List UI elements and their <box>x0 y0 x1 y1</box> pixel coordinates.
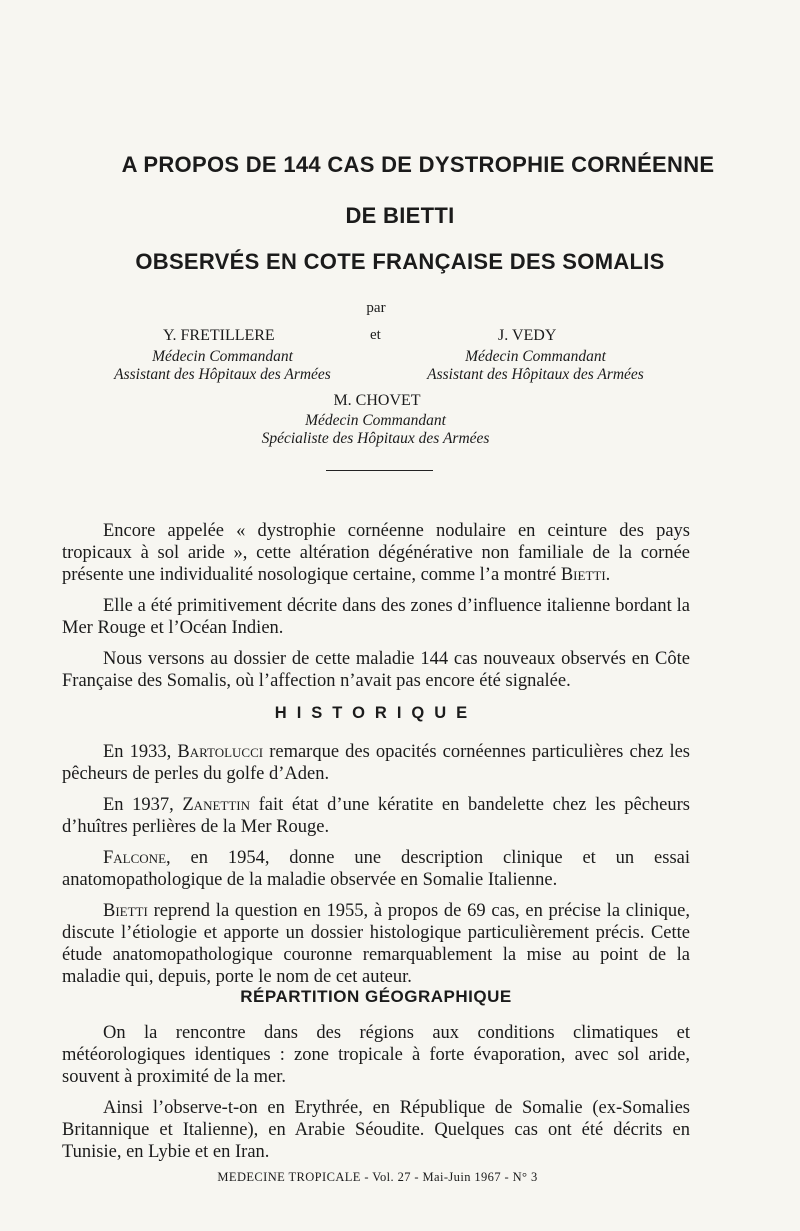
author-2-position: Assistant des Hôpitaux des Armées <box>427 366 644 383</box>
article-title-line-1: A PROPOS DE 144 CAS DE DYSTROPHIE CORNÉENNE <box>121 152 715 177</box>
repartition-paragraph-2: Ainsi l’observe-t-on en Erythrée, en République de Somalie (ex-Somalies Britannique et Italienne), en Arabie Séoudite. Quelques cas ont été décrits en Tunisie, en Lybie et en Iran. <box>62 1098 690 1162</box>
author-3-name: M. CHOVET <box>333 392 421 409</box>
intro-paragraph-1: Encore appelée « dystrophie cornéenne nodulaire en ceinture des pays tropicaux à sol aride », cette altération dégénérative non familiale de la cornée présente une individualité nosologique certaine, comme l’a montré Bietti. <box>62 521 690 585</box>
author-3-role: Médecin Commandant <box>305 412 446 429</box>
historique-paragraph-3: Falcone, en 1954, donne une description clinique et un essai anatomopathologique de la maladie observée en Somalie Italienne. <box>62 848 690 890</box>
author-1-affiliation <box>95 348 350 384</box>
author-citation: Zanettin <box>182 795 250 815</box>
intro-paragraph-3: Nous versons au dossier de cette maladie 144 cas nouveaux observés en Côte Française des Somalis, où l’affection n’avait pas encore été signalée. <box>62 649 690 691</box>
article-title-line-3: OBSERVÉS EN COTE FRANÇAISE DES SOMALIS <box>135 249 665 274</box>
section-heading-historique: HISTORIQUE <box>274 704 478 722</box>
author-2-role: Médecin Commandant <box>465 348 606 365</box>
author-3-position: Spécialiste des Hôpitaux des Armées <box>261 430 490 447</box>
historique-paragraph-2: En 1937, Zanettin fait état d’une kératite en bandelette chez les pêcheurs d’huîtres perlières de la Mer Rouge. <box>62 795 690 837</box>
section-heading-repartition: RÉPARTITION GÉOGRAPHIQUE <box>240 987 512 1006</box>
historique-section <box>62 741 690 997</box>
author-2-affiliation <box>408 348 663 384</box>
intro-section <box>62 520 690 701</box>
separator-rule <box>326 470 433 471</box>
historique-paragraph-4: Bietti reprend la question en 1955, à propos de 69 cas, en précise la clinique, discute l’étiologie et apporte un dossier histologique particulièrement précis. Cette étude anatomopathologique couronne remarquablement la mise au point de la maladie qui, depuis, porte le nom de cet auteur. <box>62 901 690 987</box>
author-1-name: Y. FRETILLERE <box>163 327 275 344</box>
author-citation: Bietti <box>103 901 148 921</box>
repartition-paragraph-1: On la rencontre dans des régions aux conditions climatiques et météorologiques identiques : zone tropicale à forte évaporation, avec sol aride, souvent à proximité de la mer. <box>62 1023 690 1087</box>
journal-footer: MEDECINE TROPICALE - Vol. 27 - Mai-Juin 1967 - N° 3 <box>217 1170 538 1184</box>
author-1-position: Assistant des Hôpitaux des Armées <box>114 366 331 383</box>
author-citation: Falcone <box>103 848 167 868</box>
author-1-role: Médecin Commandant <box>152 348 293 365</box>
intro-paragraph-2: Elle a été primitivement décrite dans des zones d’influence italienne bordant la Mer Rouge et l’Océan Indien. <box>62 596 690 638</box>
author-3-affiliation <box>248 412 503 448</box>
author-2-name: J. VEDY <box>498 327 557 344</box>
historique-paragraph-1: En 1933, Bartolucci remarque des opacités cornéennes particulières chez les pêcheurs de perles du golfe d’Aden. <box>62 742 690 784</box>
article-title-line-2: DE BIETTI <box>345 203 455 228</box>
author-citation: Bietti <box>560 565 606 585</box>
byline-et: et <box>370 327 381 343</box>
author-citation: Bartolucci <box>177 742 264 762</box>
repartition-section <box>62 1022 690 1172</box>
byline-par: par <box>366 300 386 316</box>
